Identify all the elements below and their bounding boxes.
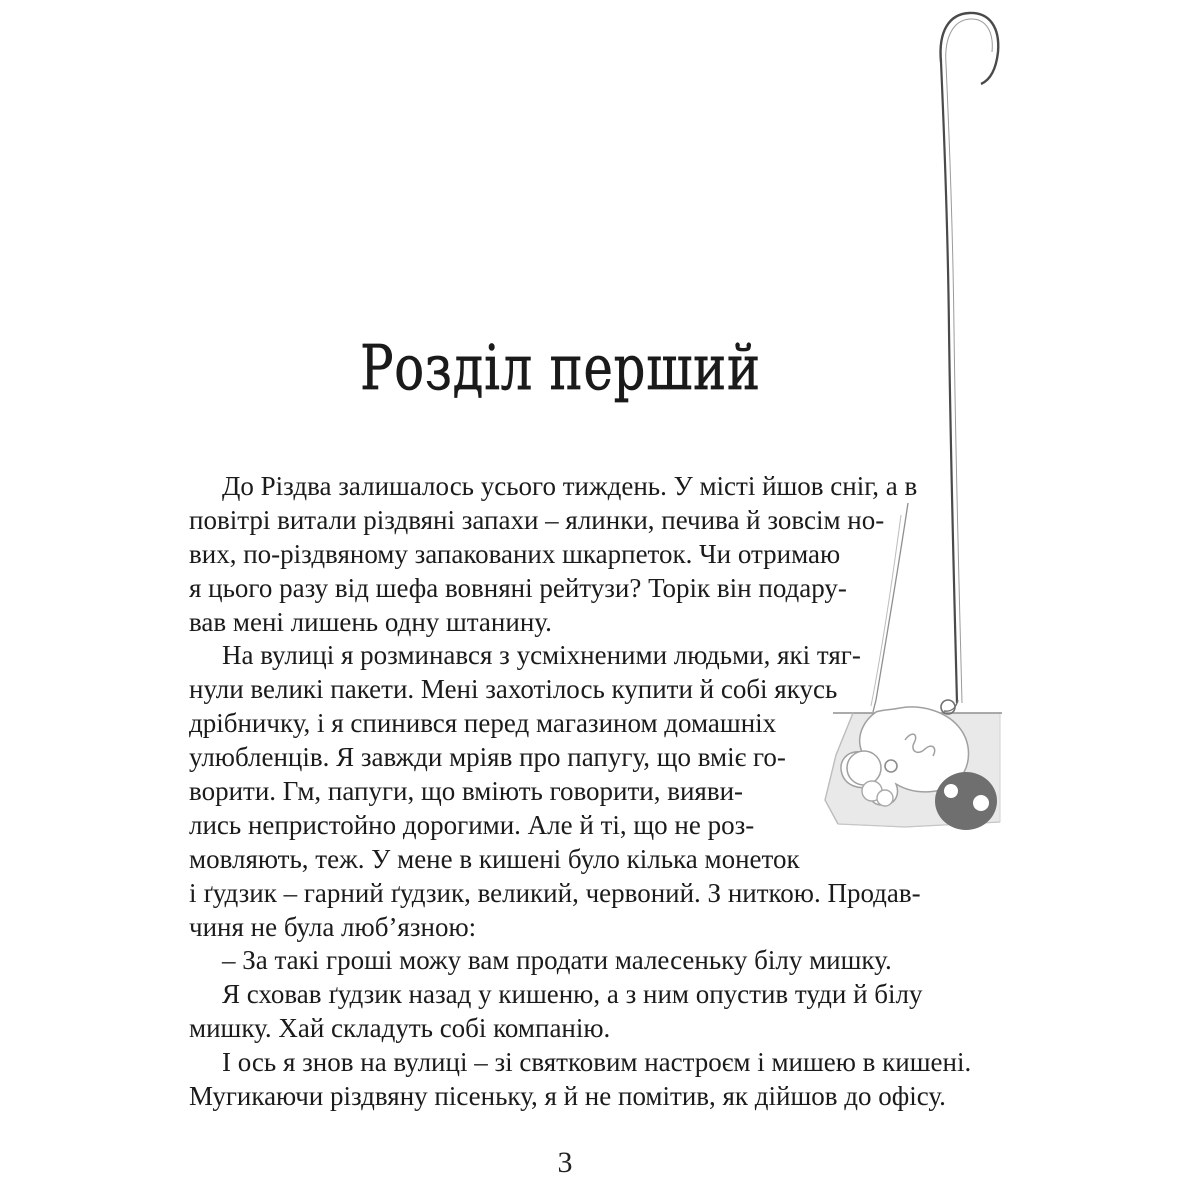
body-text (189, 470, 989, 1114)
text-line: мишку. Хай складуть собі компанію. (189, 1013, 611, 1044)
text-line: вав мені лишень одну штанину. (189, 606, 552, 637)
text-line: я цього разу від шефа вовняні рейтузи? Торік він подару- (189, 572, 847, 603)
chapter-title (0, 331, 1120, 404)
text-line: повітрі витали різдвяні запахи – ялинки, печива й зовсім но- (189, 504, 885, 535)
chapter-title-text: Розділ перший (359, 331, 761, 404)
text-line: чиня не була люб’язною: (189, 911, 477, 942)
text-line: – За такі гроші можу вам продати малесеньку білу мишку. (222, 945, 892, 976)
text-line: До Різдва залишалось усього тиждень. У місті йшов сніг, а в (222, 471, 918, 501)
text-line: вих, по-різдвяному запакованих шкарпеток. Чи отримаю (189, 538, 841, 569)
text-line: На вулиці я розминався з усміхненими людьми, які тяг- (222, 640, 861, 671)
text-line: Мугикаючи різдвяну пісеньку, я й не помітив, як дійшов до офісу. (189, 1081, 946, 1112)
text-line: нули великі пакети. Мені захотілось купити й собі якусь (189, 674, 838, 705)
text-line: мовляють, теж. У мене в кишені було кілька монеток (189, 843, 800, 874)
text-line: І ось я знов на вулиці – зі святковим настроєм і мишею в кишені. (222, 1047, 972, 1078)
text-line: і ґудзик – гарний ґудзик, великий, червоний. З ниткою. Продав- (189, 877, 921, 908)
page-number: 3 (557, 1146, 573, 1179)
text-line: лись непристойно дорогими. Але й ті, що не роз- (189, 809, 755, 840)
text-line: улюбленців. Я завжди мріяв про папугу, що вміє го- (189, 742, 786, 773)
text-line: дрібничку, і я спинився перед магазином домашніх (189, 708, 777, 739)
text-line: ворити. Гм, папуги, що вміють говорити, вияви- (189, 776, 744, 807)
text-line: Я сховав ґудзик назад у кишеню, а з ним опустив туди й білу (222, 979, 923, 1010)
